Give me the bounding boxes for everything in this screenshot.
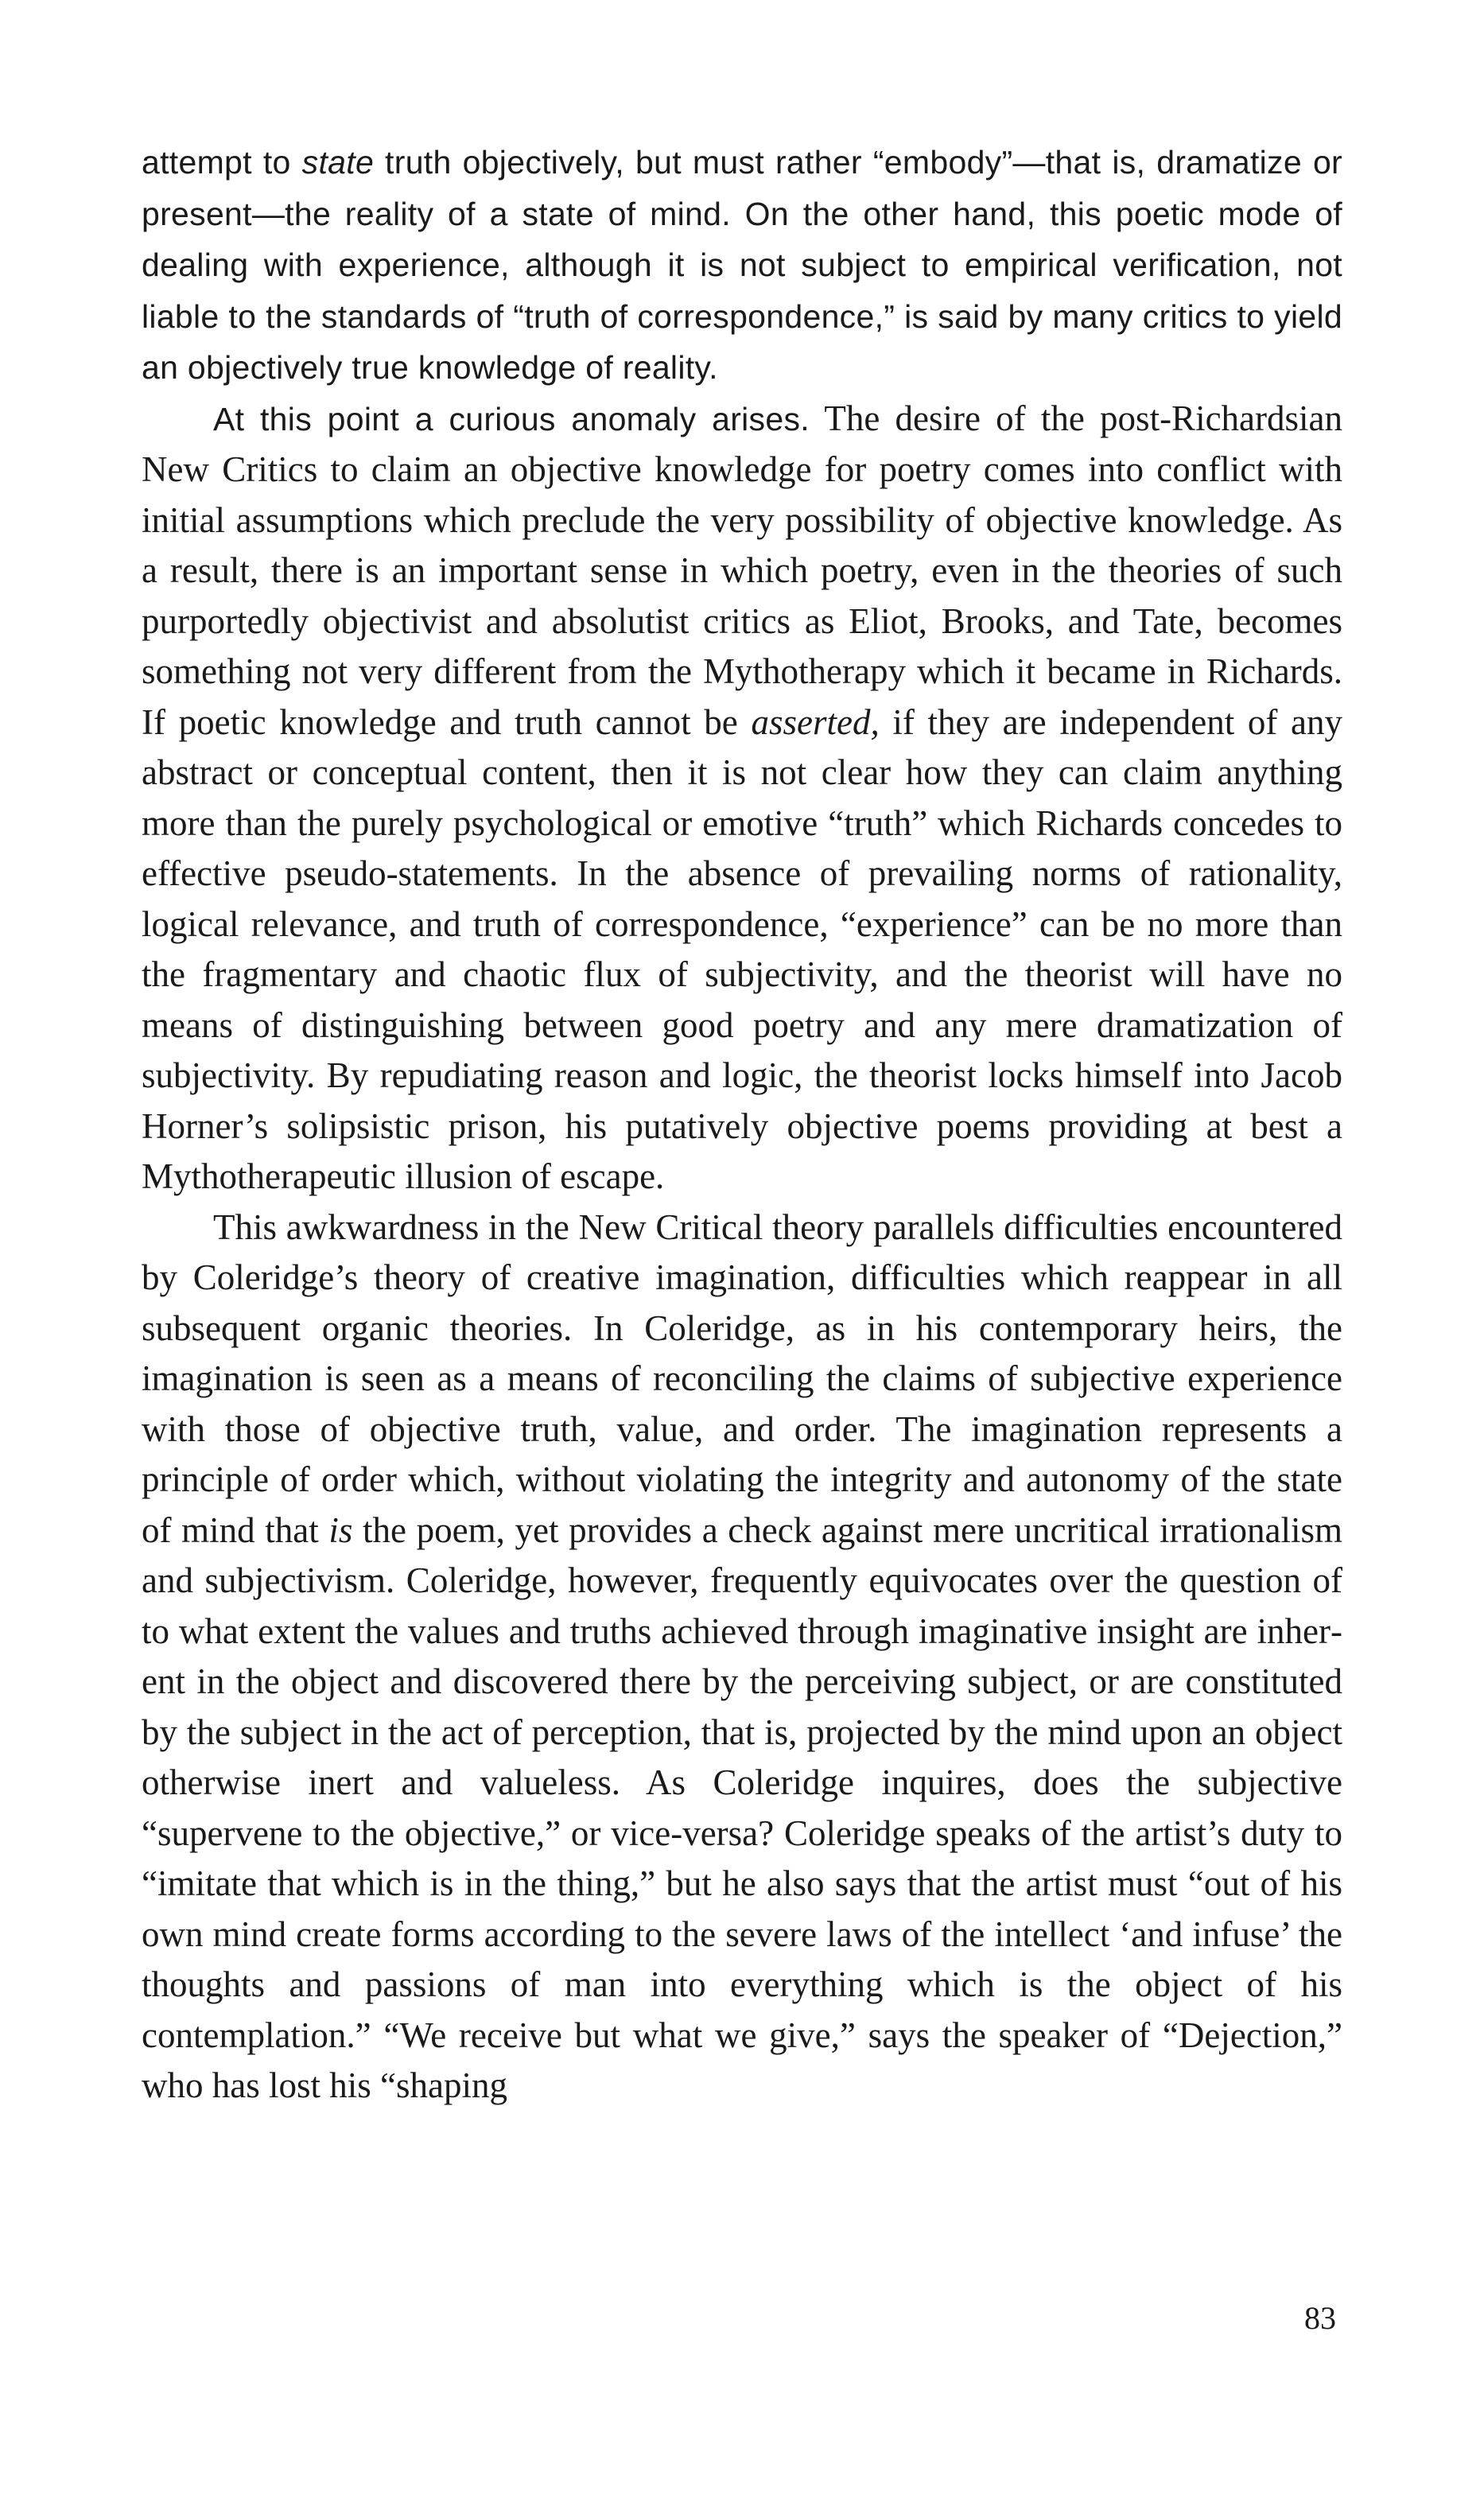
paragraph-1-text-b: truth objectively, but must rather “embody”—that is, dramatize or present—the reality of a state of mind. On the other hand, this poetic mode of dealing with experience, although it is not subject to empirical verification, not liable to the standards of “truth of correspondence,” is said by many critics to yield an objectively true knowledge of reality. — [142, 144, 1343, 386]
paragraph-2-text-a: At this point a curious anomaly arises. — [213, 400, 810, 437]
paragraph-3-text-a: This awkwardness in the New Critical theory parallels difficulties encountered by Coleridge’s theory of creative imagination, difficulties which reappear in all subsequent organic theories. In Coleridge, as in his contemporary heirs, the imagination is seen as a means of reconciling the claims of subjective experience with those of objective truth, value, and order. The imagination represents a principle of order which, without violating the integrity and autonomy of the state of mind that — [142, 1207, 1342, 1550]
paragraph-2-text-b: The desire of the post-Richardsian New Critics to claim an objective knowledge for poetry comes into conflict with initial assumptions which preclude the very possibility of objective knowledge. As a result, there is an important sense in which poetry, even in the theories of such purportedly objectivist and absolutist critics as Eliot, Brooks, and Tate, becomes something not very different from the Mythotherapy which it became in Richards. If poetic knowledge and truth cannot be — [142, 398, 1342, 742]
paragraph-1 — [142, 137, 1342, 394]
paragraph-2-text-c: if they are independent of any abstract or conceptual content, then it is not clear how they can claim anything more than the purely psychological or emotive “truth” which Richards concedes to effective pseudo-statements. In the absence of prevailing norms of rationality, logical relevance, and truth of correspondence, “experience” can be no more than the fragmentary and chaotic flux of subjectivity, and the theorist will have no means of distinguishing between good poetry and any mere dramatization of subjectivity. By repudiating reason and logic, the theorist locks himself into Jacob Horner’s solipsistic prison, his putatively objective poems providing at best a Mythotherapeutic illusion of escape. — [142, 701, 1342, 1196]
paragraph-2-emphasis-asserted: asserted, — [751, 701, 880, 742]
paragraph-3-text-b: the poem, yet provides a check against mere uncritical irrationalism and subjectivism. Coleridge, however, frequently equivocates over the question of to what extent the values and truths achieved through imaginative insight are inherent in the object and discovered there by the perceiving subject, or are constituted by the subject in the act of perception, that is, projected by the mind upon an object otherwise inert and valueless. As Coleridge inquires, does the subjective “supervene to the objective,” or vice-versa? Coleridge speaks of the artist’s duty to “imitate that which is in the thing,” but he also says that the artist must “out of his own mind create forms according to the severe laws of the intellect ‘and infuse’ the thoughts and passions of man into everything which is the object of his contemplation.” “We receive but what we give,” says the speaker of “Dejection,” who has lost his “shaping — [142, 1510, 1342, 2105]
paragraph-3-emphasis-is: is — [328, 1510, 353, 1550]
page-body — [142, 137, 1342, 2112]
page-number: 83 — [1304, 2300, 1336, 2336]
paragraph-3 — [142, 1203, 1342, 2112]
paragraph-2 — [142, 394, 1342, 1203]
paragraph-1-text-a: attempt to — [142, 144, 302, 181]
paragraph-1-emphasis-state: state — [301, 144, 375, 181]
